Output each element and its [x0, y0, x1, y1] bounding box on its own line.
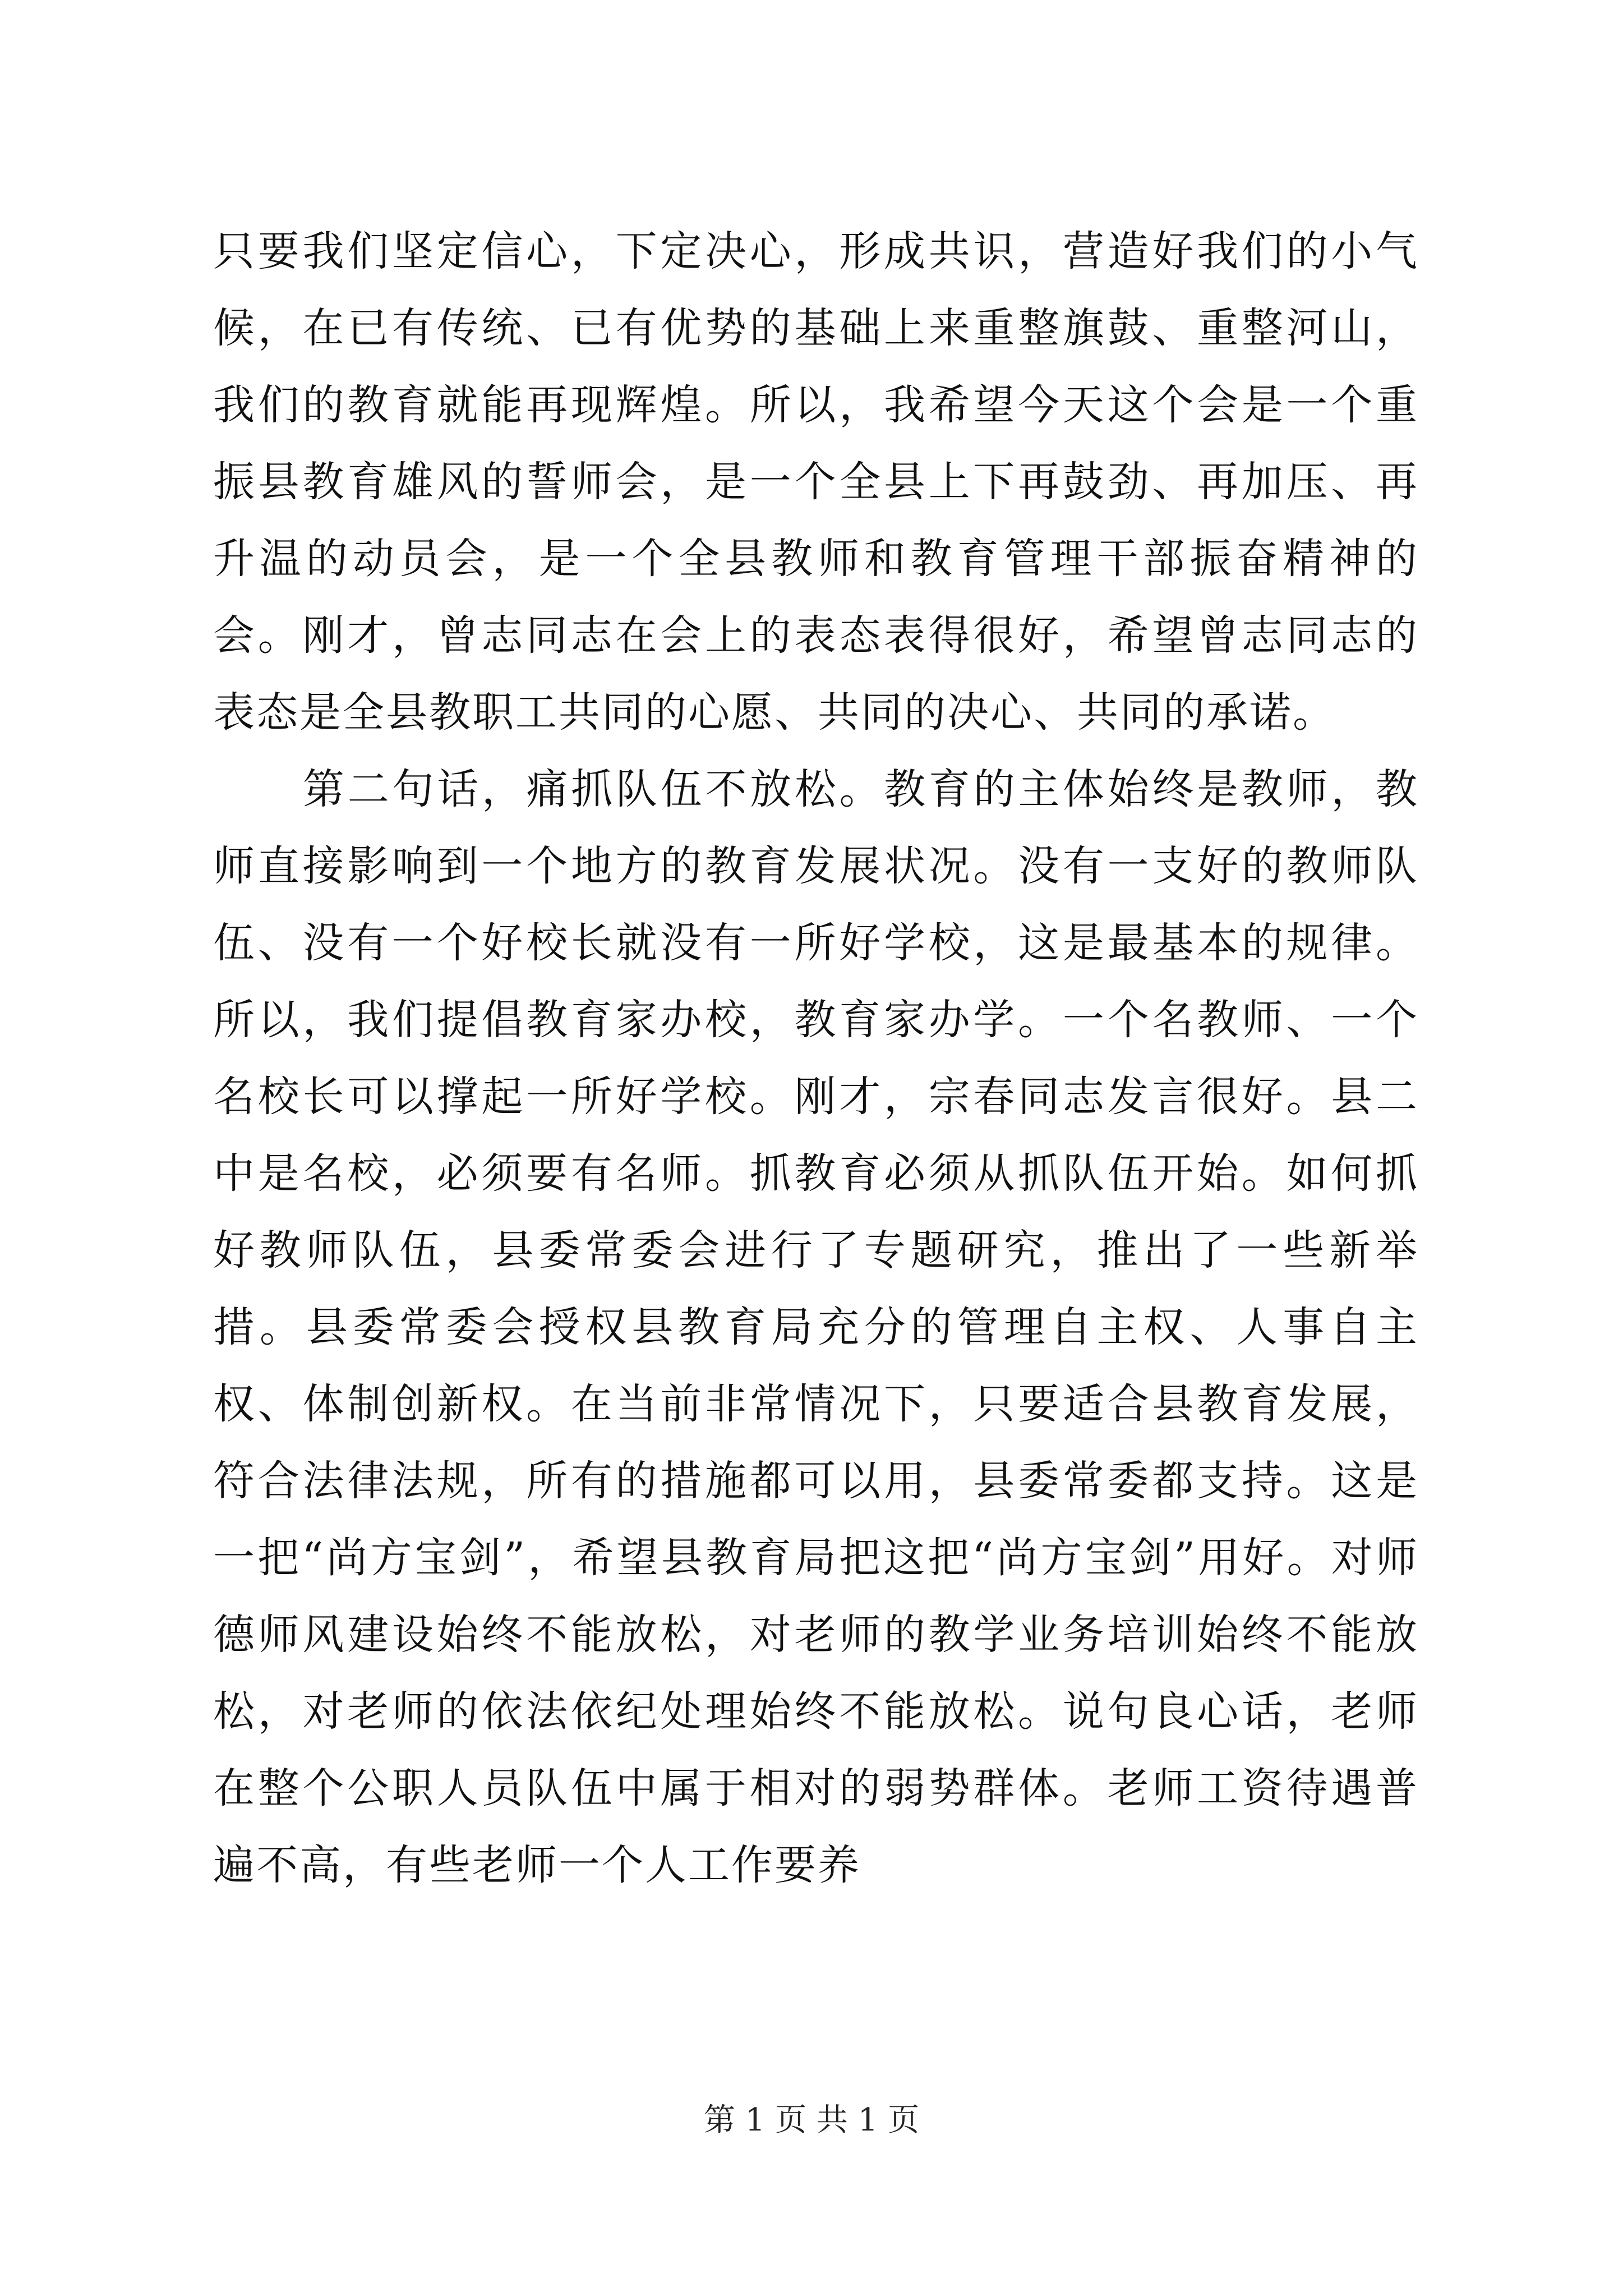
document-body: [213, 213, 1419, 1904]
paragraph-2: 第二句话，痛抓队伍不放松。教育的主体始终是教师，教师直接影响到一个地方的教育发展状况。没有一支好的教师队伍、没有一个好校长就没有一所好学校，这是最基本的规律。所以，我们提倡教育家办校，教育家办学。一个名教师、一个名校长可以撑起一所好学校。刚才，宗春同志发言很好。县二中是名校，必须要有名师。抓教育必须从抓队伍开始。如何抓好教师队伍，县委常委会进行了专题研究，推出了一些新举措。县委常委会授权县教育局充分的管理自主权、人事自主权、体制创新权。在当前非常情况下，只要适合县教育发展，符合法律法规，所有的措施都可以用，县委常委都支持。这是一把“尚方宝剑”，希望县教育局把这把“尚方宝剑”用好。对师德师风建设始终不能放松，对老师的教学业务培训始终不能放松，对老师的依法依纪处理始终不能放松。说句良心话，老师在整个公职人员队伍中属于相对的弱势群体。老师工资待遇普遍不高，有些老师一个人工作要养: [213, 765, 1419, 1889]
paragraph-1: 只要我们坚定信心，下定决心，形成共识，营造好我们的小气候，在已有传统、已有优势的基础上来重整旗鼓、重整河山，我们的教育就能再现辉煌。所以，我希望今天这个会是一个重振县教育雄风的誓师会，是一个全县上下再鼓劲、再加压、再升温的动员会，是一个全县教师和教育管理干部振奋精神的会。刚才，曾志同志在会上的表态表得很好，希望曾志同志的表态是全县教职工共同的心愿、共同的决心、共同的承诺。: [213, 227, 1419, 737]
page-footer: 第 1 页 共 1 页: [703, 2102, 920, 2138]
